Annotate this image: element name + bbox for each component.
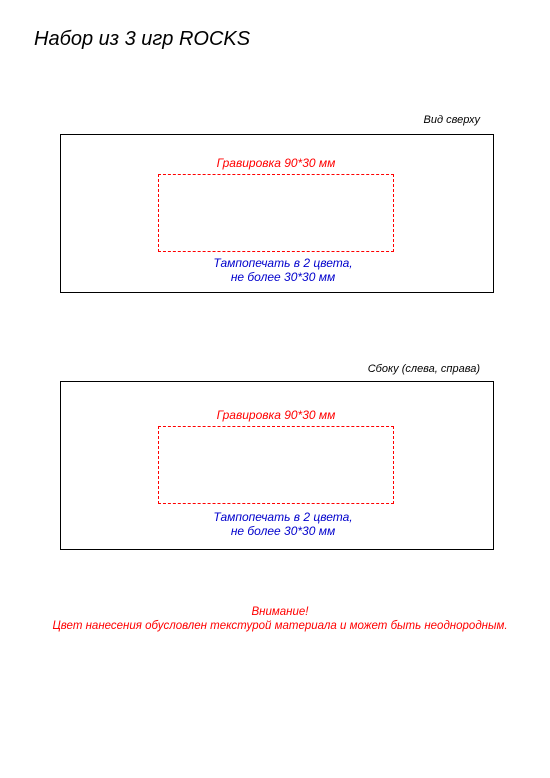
- notice-heading: Внимание!: [251, 606, 309, 618]
- notice-block: [0, 605, 550, 633]
- top-print-area: [158, 174, 394, 252]
- view-label-top: Вид сверху: [423, 114, 480, 126]
- side-print-label: [158, 510, 408, 538]
- side-print-area: [158, 426, 394, 504]
- side-engraving-label: Гравировка 90*30 мм: [216, 408, 336, 422]
- side-print-line-2: не более 30*30 мм: [230, 524, 336, 538]
- top-engraving-label: Гравировка 90*30 мм: [216, 156, 336, 170]
- top-print-label: [158, 256, 408, 284]
- top-print-line-2: не более 30*30 мм: [230, 270, 336, 284]
- page-title: Набор из 3 игр ROCKS: [34, 28, 251, 50]
- view-label-side: Сбоку (слева, справа): [367, 363, 480, 375]
- top-print-line-1: Тампопечать в 2 цвета,: [213, 256, 353, 270]
- notice-text: Цвет нанесения обусловлен текстурой материала и может быть неоднородным.: [52, 620, 508, 632]
- side-print-line-1: Тампопечать в 2 цвета,: [213, 510, 353, 524]
